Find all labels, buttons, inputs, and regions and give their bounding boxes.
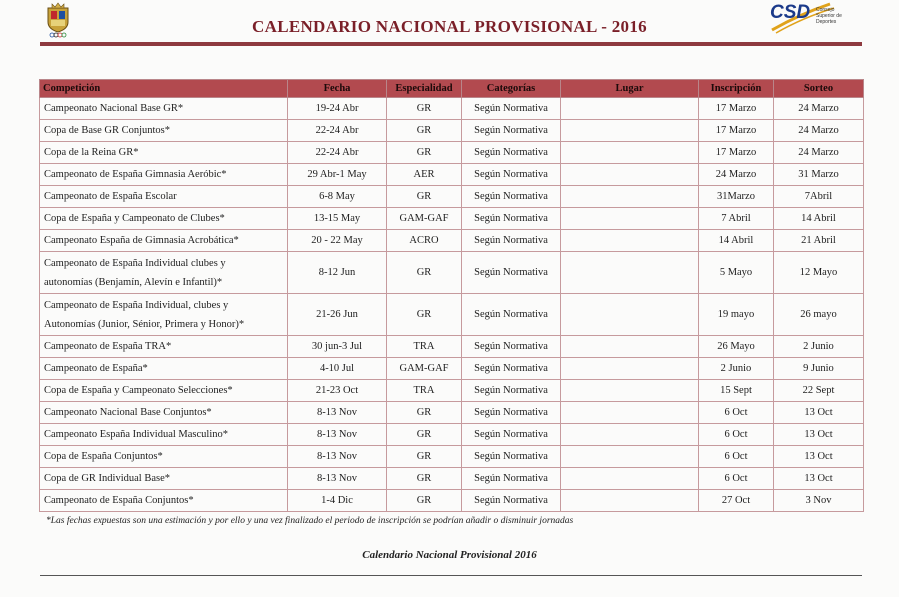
cell-inscripcion: 6 Oct (699, 424, 774, 446)
cell-inscripcion: 6 Oct (699, 446, 774, 468)
column-header-sorteo: Sorteo (774, 80, 864, 98)
cell-especialidad: GR (387, 446, 462, 468)
table-row (40, 186, 864, 208)
cell-especialidad: TRA (387, 380, 462, 402)
table-row (40, 208, 864, 230)
cell-inscripcion: 14 Abril (699, 230, 774, 252)
csd-logo-subtext: Consejo Superior de Deportes (816, 7, 842, 25)
cell-inscripcion: 24 Marzo (699, 164, 774, 186)
cell-lugar (561, 358, 699, 380)
table-row (40, 468, 864, 490)
cell-especialidad: GR (387, 490, 462, 512)
cell-especialidad: GR (387, 294, 462, 336)
cell-competicion-line1: Campeonato de España Individual, clubes y (44, 299, 229, 311)
cell-fecha: 19-24 Abr (288, 98, 387, 120)
cell-sorteo: 24 Marzo (774, 98, 864, 120)
cell-fecha: 29 Abr-1 May (288, 164, 387, 186)
cell-competicion: Campeonato de España TRA* (40, 336, 288, 358)
cell-competicion: Campeonato España de Gimnasia Acrobática* (40, 230, 288, 252)
cell-sorteo: 13 Oct (774, 402, 864, 424)
cell-especialidad: GR (387, 98, 462, 120)
cell-categorias: Según Normativa (462, 186, 561, 208)
table-row (40, 424, 864, 446)
cell-fecha: 30 jun-3 Jul (288, 336, 387, 358)
cell-inscripcion: 27 Oct (699, 490, 774, 512)
cell-lugar (561, 186, 699, 208)
cell-lugar (561, 164, 699, 186)
cell-sorteo: 3 Nov (774, 490, 864, 512)
cell-sorteo: 24 Marzo (774, 120, 864, 142)
cell-competicion: Copa de España Conjuntos* (40, 446, 288, 468)
cell-categorias: Según Normativa (462, 402, 561, 424)
cell-inscripcion: 2 Junio (699, 358, 774, 380)
cell-especialidad: GR (387, 252, 462, 294)
cell-competicion: Copa de España y Campeonato de Clubes* (40, 208, 288, 230)
table-row (40, 252, 864, 294)
cell-lugar (561, 490, 699, 512)
cell-sorteo: 13 Oct (774, 468, 864, 490)
title-divider (40, 42, 862, 46)
cell-lugar (561, 402, 699, 424)
column-header-categorias: Categorías (462, 80, 561, 98)
cell-lugar (561, 98, 699, 120)
table-row (40, 336, 864, 358)
cell-competicion (40, 252, 288, 294)
column-header-especialidad: Especialidad (387, 80, 462, 98)
cell-competicion: Campeonato de España Escolar (40, 186, 288, 208)
cell-inscripcion: 31Marzo (699, 186, 774, 208)
cell-categorias: Según Normativa (462, 468, 561, 490)
cell-lugar (561, 120, 699, 142)
cell-especialidad: TRA (387, 336, 462, 358)
cell-fecha: 21-23 Oct (288, 380, 387, 402)
cell-especialidad: GAM-GAF (387, 208, 462, 230)
cell-fecha: 6-8 May (288, 186, 387, 208)
cell-categorias: Según Normativa (462, 252, 561, 294)
cell-fecha: 8-13 Nov (288, 446, 387, 468)
cell-sorteo: 22 Sept (774, 380, 864, 402)
cell-inscripcion: 15 Sept (699, 380, 774, 402)
cell-sorteo: 31 Marzo (774, 164, 864, 186)
cell-inscripcion: 17 Marzo (699, 142, 774, 164)
cell-competicion: Copa de Base GR Conjuntos* (40, 120, 288, 142)
column-header-competicion: Competición (40, 80, 288, 98)
cell-competicion: Campeonato de España Gimnasia Aeróbic* (40, 164, 288, 186)
cell-inscripcion: 26 Mayo (699, 336, 774, 358)
cell-especialidad: GR (387, 120, 462, 142)
cell-lugar (561, 380, 699, 402)
cell-sorteo: 24 Marzo (774, 142, 864, 164)
calendar-table (39, 79, 864, 512)
table-row (40, 98, 864, 120)
cell-sorteo: 13 Oct (774, 424, 864, 446)
cell-sorteo: 9 Junio (774, 358, 864, 380)
cell-inscripcion: 6 Oct (699, 468, 774, 490)
cell-categorias: Según Normativa (462, 380, 561, 402)
table-row (40, 230, 864, 252)
cell-categorias: Según Normativa (462, 98, 561, 120)
cell-lugar (561, 294, 699, 336)
cell-competicion-line1: Campeonato de España Individual clubes y (44, 257, 226, 269)
table-row (40, 120, 864, 142)
cell-inscripcion: 6 Oct (699, 402, 774, 424)
cell-sorteo: 7Abril (774, 186, 864, 208)
cell-categorias: Según Normativa (462, 358, 561, 380)
cell-fecha: 21-26 Jun (288, 294, 387, 336)
cell-sorteo: 21 Abril (774, 230, 864, 252)
cell-competicion: Copa de la Reina GR* (40, 142, 288, 164)
cell-competicion: Campeonato de España Conjuntos* (40, 490, 288, 512)
table-header-row (40, 80, 864, 98)
csd-logo-text: CSD (770, 2, 811, 23)
bottom-divider (40, 575, 862, 576)
table-row (40, 142, 864, 164)
cell-especialidad: GR (387, 402, 462, 424)
cell-fecha: 8-13 Nov (288, 402, 387, 424)
cell-lugar (561, 468, 699, 490)
cell-fecha: 22-24 Abr (288, 120, 387, 142)
cell-sorteo: 12 Mayo (774, 252, 864, 294)
cell-competicion: Campeonato Nacional Base GR* (40, 98, 288, 120)
column-header-lugar: Lugar (561, 80, 699, 98)
cell-lugar (561, 208, 699, 230)
table-row (40, 164, 864, 186)
cell-categorias: Según Normativa (462, 208, 561, 230)
footnote: *Las fechas expuestas son una estimación y por ello y una vez finalizado el periodo de inscripción se podrían añadir o disminuir jornadas (46, 516, 574, 526)
cell-inscripcion: 19 mayo (699, 294, 774, 336)
cell-categorias: Según Normativa (462, 446, 561, 468)
cell-especialidad: GR (387, 142, 462, 164)
cell-lugar (561, 446, 699, 468)
cell-inscripcion: 17 Marzo (699, 120, 774, 142)
cell-competicion-line2: autonomías (Benjamín, Alevín e Infantil)* (44, 276, 223, 288)
cell-competicion: Campeonato Nacional Base Conjuntos* (40, 402, 288, 424)
table-row (40, 446, 864, 468)
cell-competicion: Copa de GR Individual Base* (40, 468, 288, 490)
cell-inscripcion: 7 Abril (699, 208, 774, 230)
cell-fecha: 8-13 Nov (288, 468, 387, 490)
cell-inscripcion: 5 Mayo (699, 252, 774, 294)
cell-especialidad: GR (387, 424, 462, 446)
document-caption: Calendario Nacional Provisional 2016 (362, 549, 537, 561)
cell-sorteo: 13 Oct (774, 446, 864, 468)
cell-especialidad: AER (387, 164, 462, 186)
cell-lugar (561, 336, 699, 358)
cell-especialidad: GR (387, 468, 462, 490)
cell-categorias: Según Normativa (462, 164, 561, 186)
cell-competicion: Copa de España y Campeonato Selecciones* (40, 380, 288, 402)
cell-especialidad: GAM-GAF (387, 358, 462, 380)
cell-inscripcion: 17 Marzo (699, 98, 774, 120)
cell-competicion: Campeonato España Individual Masculino* (40, 424, 288, 446)
cell-categorias: Según Normativa (462, 336, 561, 358)
cell-fecha: 8-13 Nov (288, 424, 387, 446)
table-row (40, 358, 864, 380)
cell-lugar (561, 424, 699, 446)
cell-categorias: Según Normativa (462, 424, 561, 446)
cell-fecha: 8-12 Jun (288, 252, 387, 294)
cell-fecha: 13-15 May (288, 208, 387, 230)
cell-lugar (561, 252, 699, 294)
table-row (40, 490, 864, 512)
cell-fecha: 4-10 Jul (288, 358, 387, 380)
cell-categorias: Según Normativa (462, 142, 561, 164)
cell-lugar (561, 142, 699, 164)
cell-sorteo: 14 Abril (774, 208, 864, 230)
cell-especialidad: ACRO (387, 230, 462, 252)
cell-especialidad: GR (387, 186, 462, 208)
page-title: CALENDARIO NACIONAL PROVISIONAL - 2016 (252, 17, 647, 36)
cell-lugar (561, 230, 699, 252)
column-header-fecha: Fecha (288, 80, 387, 98)
cell-fecha: 1-4 Dic (288, 490, 387, 512)
cell-categorias: Según Normativa (462, 120, 561, 142)
table-row (40, 402, 864, 424)
cell-fecha: 20 - 22 May (288, 230, 387, 252)
cell-categorias: Según Normativa (462, 294, 561, 336)
table-row (40, 380, 864, 402)
cell-competicion (40, 294, 288, 336)
column-header-inscripcion: Inscripción (699, 80, 774, 98)
cell-categorias: Según Normativa (462, 230, 561, 252)
cell-fecha: 22-24 Abr (288, 142, 387, 164)
cell-categorias: Según Normativa (462, 490, 561, 512)
cell-sorteo: 2 Junio (774, 336, 864, 358)
cell-competicion-line2: Autonomías (Junior, Sénior, Primera y Honor)* (44, 318, 245, 330)
table-row (40, 294, 864, 336)
cell-competicion: Campeonato de España* (40, 358, 288, 380)
cell-sorteo: 26 mayo (774, 294, 864, 336)
